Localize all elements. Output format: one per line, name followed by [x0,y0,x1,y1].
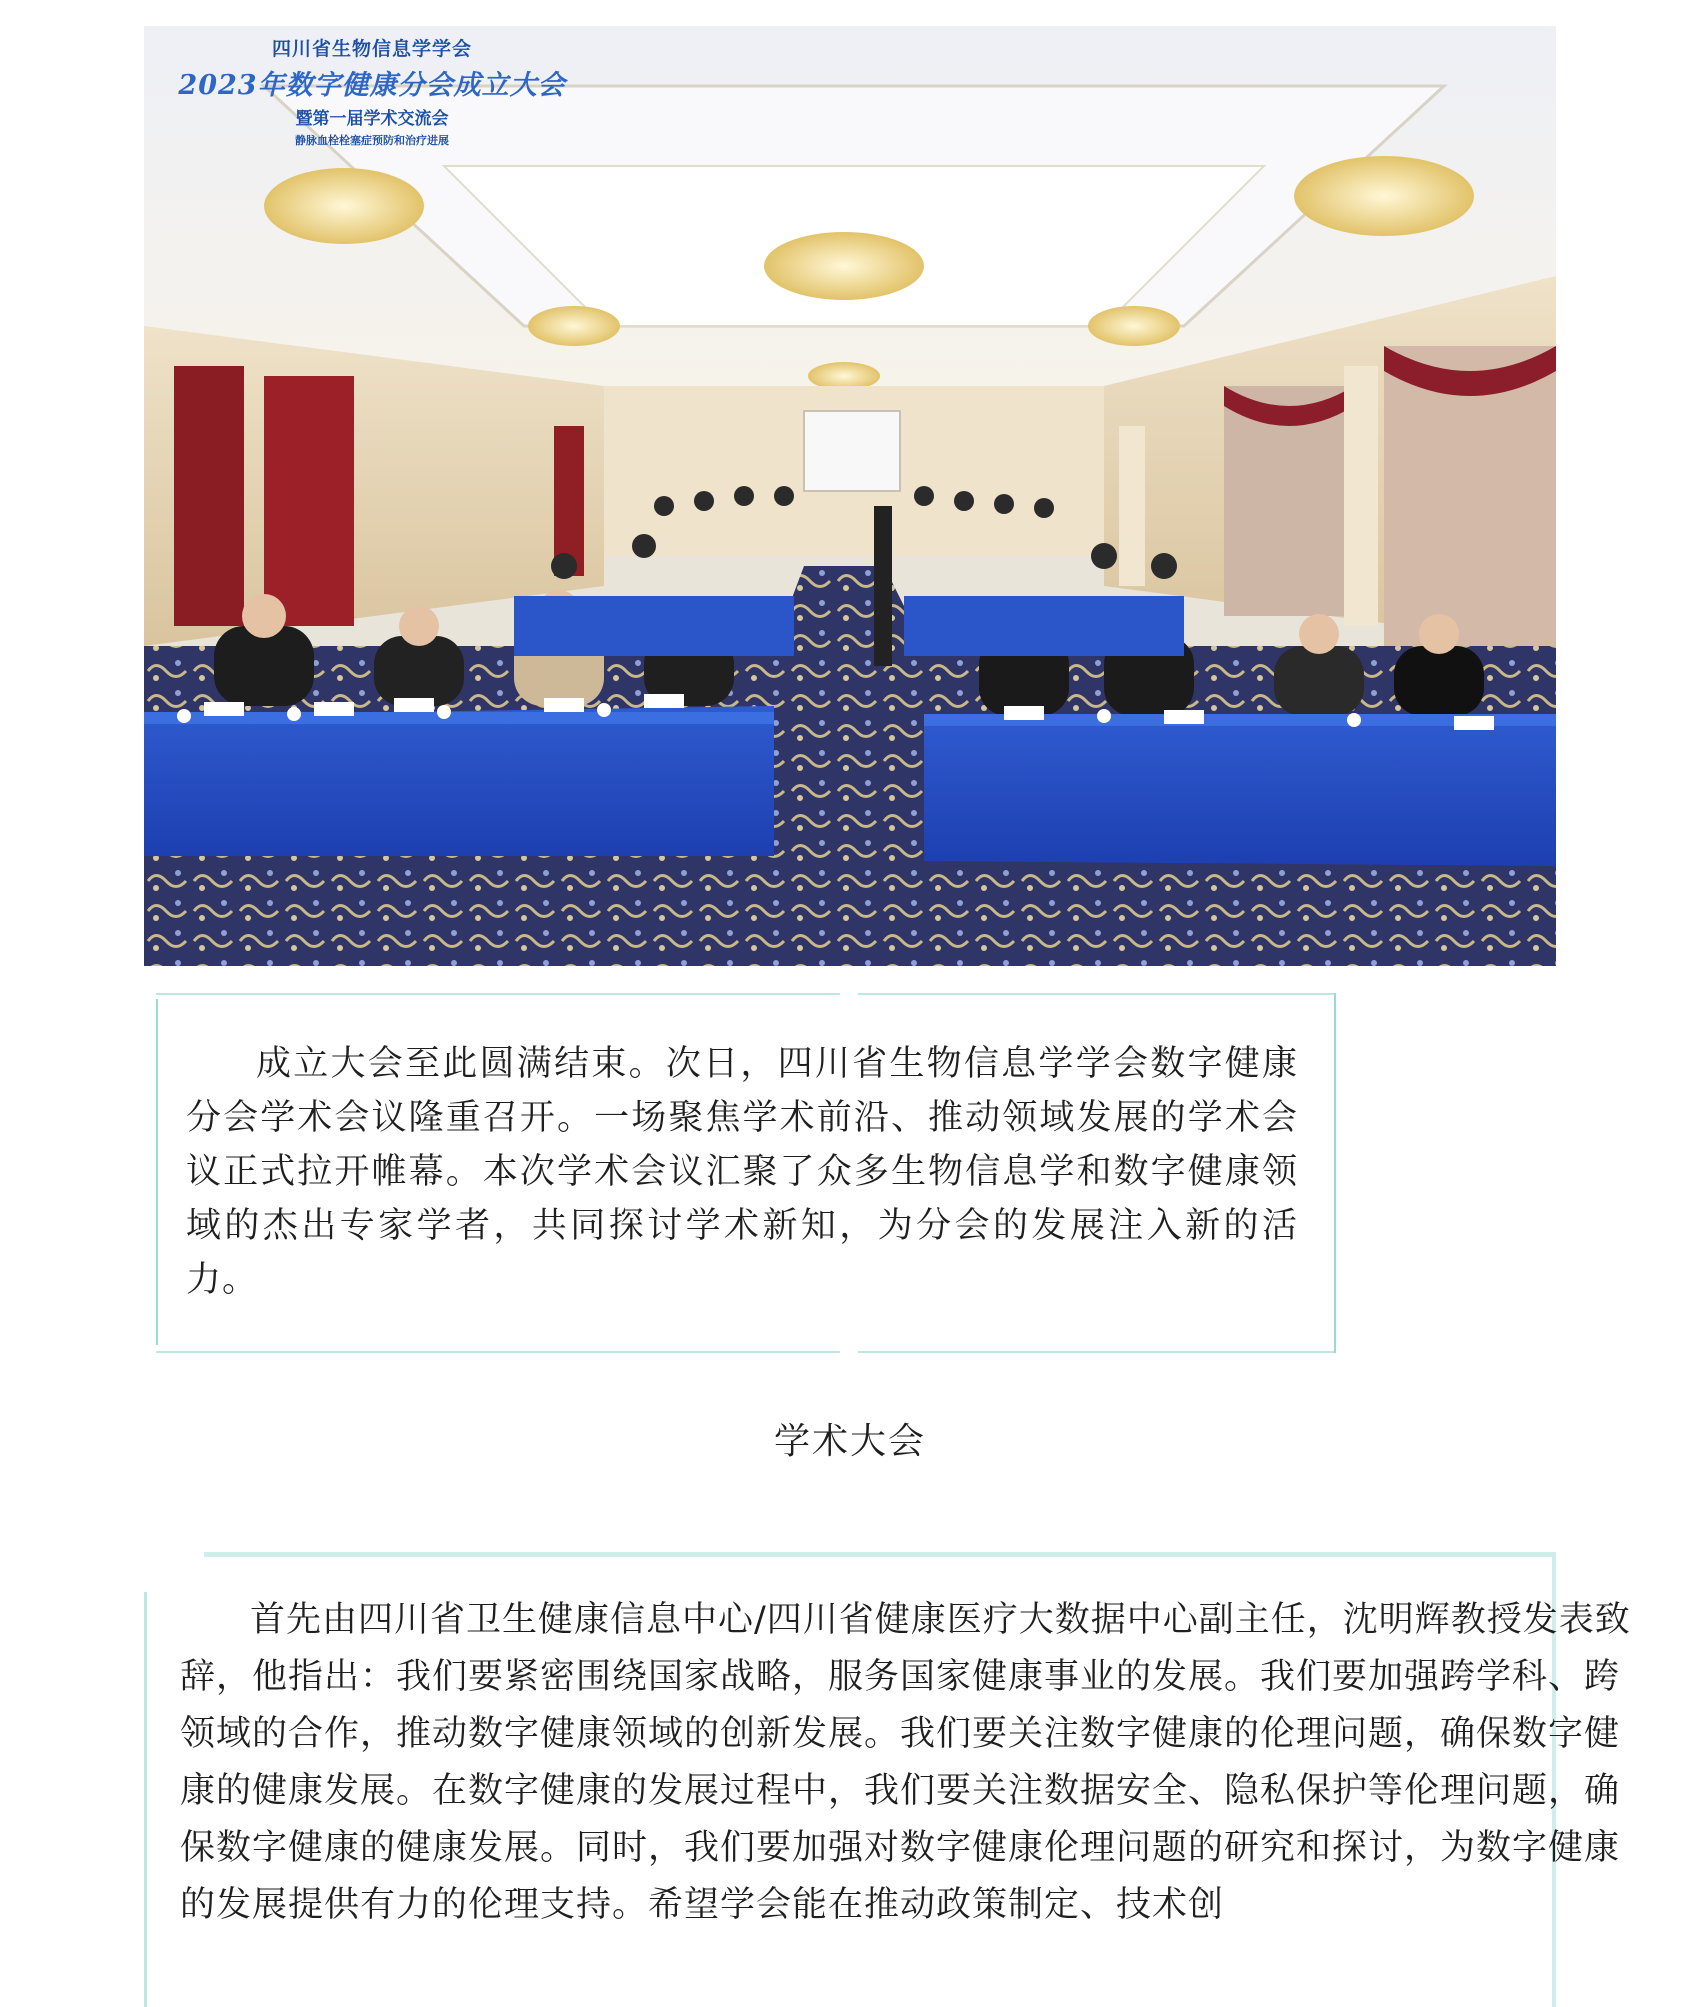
section-heading: 学术大会 [773,1421,926,1462]
banner-topic: 静脉血栓栓塞症预防和治疗进展 [295,134,449,147]
frame-border [204,1552,1556,1557]
banner-event-title: 2023年数字健康分会成立大会 [178,70,566,101]
paragraph-frame-1 [156,993,1336,1353]
conference-photo [144,26,1556,966]
speech-paragraph: 首先由四川省卫生健康信息中心/四川省健康医疗大数据中心副主任，沈明辉教授发表致辞，他指出：我们要紧密围绕国家战略，服务国家健康事业的发展。我们要加强跨学科、跨领域的合作，推动数字健康领域的创新发展。我们要关注数字健康的伦理问题，确保数字健康的健康发展。在数字健康的发展过程中，我们要关注数据安全、隐私保护等伦理问题，确保数字健康的健康发展。同时，我们要加强对数字健康伦理问题的研究和探讨，为数字健康的发展提供有力的伦理支持。希望学会能在推动政策制定、技术创 [180,1600,1631,1925]
banner-subtitle: 暨第一届学术交流会 [295,109,449,129]
frame-border [156,993,840,995]
frame-border [156,999,158,1345]
closing-paragraph: 成立大会至此圆满结束。次日，四川省生物信息学学会数字健康分会学术会议隆重召开。一场聚焦学术前沿、推动领域发展的学术会议正式拉开帷幕。本次学术会议汇聚了众多生物信息学和数字健康领域的杰出专家学者，共同探讨学术新知，为分会的发展注入新的活力。 [186,1044,1298,1300]
frame-border [144,1592,147,2007]
banner-organizer: 四川省生物信息学学会 [271,38,472,60]
frame-border [858,1351,1336,1353]
conference-hall-illustration [144,26,1556,966]
frame-border [156,1351,840,1353]
frame-border [858,993,1336,995]
frame-border [1334,993,1336,1353]
event-banner [162,34,582,148]
paragraph-frame-2 [144,1552,1631,2007]
